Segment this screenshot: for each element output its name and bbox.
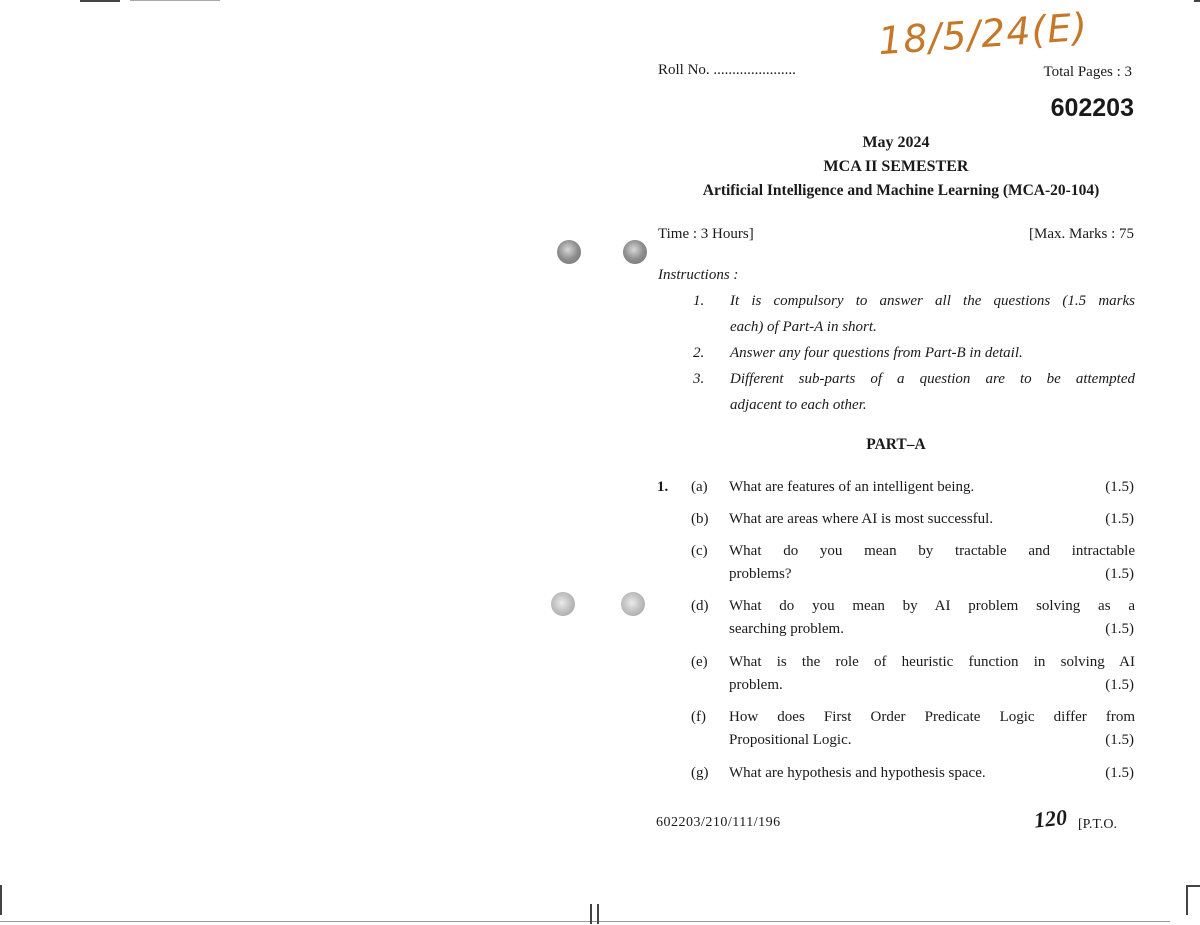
exam-session: May 2024 <box>862 134 930 151</box>
subpart-label: (e) <box>691 654 708 670</box>
punch-hole <box>623 240 647 264</box>
subpart-label: (b) <box>691 511 709 527</box>
scan-edge-top <box>80 0 120 2</box>
subpart-marks: (1.5) <box>1105 677 1134 693</box>
binding-mark <box>590 904 592 924</box>
subpart-text: What are areas where AI is most successful. <box>729 511 994 527</box>
instruction-text: It is compulsory to answer all the questions (1.5 marks <box>730 293 1135 309</box>
question-number: 1. <box>657 479 669 495</box>
subpart-marks: (1.5) <box>1105 511 1134 527</box>
instruction-text: Different sub-parts of a question are to be attempted <box>730 371 1135 387</box>
exam-duration: Time : 3 Hours] <box>658 226 754 242</box>
subpart-marks: (1.5) <box>1105 566 1134 582</box>
instruction-text: Answer any four questions from Part-B in detail. <box>730 345 1023 361</box>
punch-hole <box>557 240 581 264</box>
subpart-label: (a) <box>691 479 708 495</box>
subpart-text: What are features of an intelligent being. <box>729 479 975 495</box>
binding-mark <box>597 904 599 924</box>
instruction-text: each) of Part-A in short. <box>730 319 877 335</box>
roll-number-field: Roll No. ...................... <box>658 62 796 78</box>
subpart-label: (f) <box>691 709 706 725</box>
subject-title: Artificial Intelligence and Machine Learning (MCA-20-104) <box>702 182 1100 199</box>
instruction-number: 1. <box>693 293 705 309</box>
subpart-label: (c) <box>691 543 708 559</box>
handwritten-count: 120 <box>1032 804 1069 833</box>
subpart-text: searching problem. <box>729 621 844 637</box>
instruction-number: 3. <box>693 371 705 387</box>
scan-corner-mark <box>1186 885 1200 887</box>
program-semester: MCA II SEMESTER <box>823 158 969 175</box>
subpart-marks: (1.5) <box>1105 479 1134 495</box>
subpart-text: How does First Order Predicate Logic differ from <box>729 709 1135 725</box>
subpart-text: What are hypothesis and hypothesis space. <box>729 765 986 781</box>
instruction-text: adjacent to each other. <box>730 397 867 413</box>
footer-code: 602203/210/111/196 <box>656 815 781 830</box>
paper-code: 602203 <box>1050 94 1134 122</box>
punch-hole <box>621 592 645 616</box>
subpart-label: (g) <box>691 765 709 781</box>
punch-hole <box>551 592 575 616</box>
please-turn-over: [P.T.O. <box>1078 817 1118 832</box>
scan-corner-mark <box>1186 885 1188 915</box>
max-marks: [Max. Marks : 75 <box>1029 226 1134 242</box>
scan-edge-top <box>130 0 220 1</box>
scan-edge-bottom <box>0 921 1170 922</box>
handwritten-date-note: 18/5/24(E) <box>876 4 1090 64</box>
total-pages: Total Pages : 3 <box>1043 64 1132 80</box>
subpart-text: problems? <box>729 566 792 582</box>
subpart-marks: (1.5) <box>1105 621 1134 637</box>
subpart-text: Propositional Logic. <box>729 732 852 748</box>
subpart-marks: (1.5) <box>1105 732 1134 748</box>
subpart-text: What do you mean by AI problem solving as a <box>729 598 1135 614</box>
instructions-heading: Instructions : <box>658 267 739 283</box>
scan-edge-right <box>1194 0 1200 2</box>
instruction-number: 2. <box>693 345 705 361</box>
subpart-label: (d) <box>691 598 709 614</box>
part-a-heading: PART–A <box>866 436 926 453</box>
subpart-marks: (1.5) <box>1105 765 1134 781</box>
subpart-text: problem. <box>729 677 783 693</box>
subpart-text: What is the role of heuristic function in solving AI <box>729 654 1135 670</box>
subpart-text: What do you mean by tractable and intractable <box>729 543 1135 559</box>
scan-edge-left <box>0 885 2 915</box>
